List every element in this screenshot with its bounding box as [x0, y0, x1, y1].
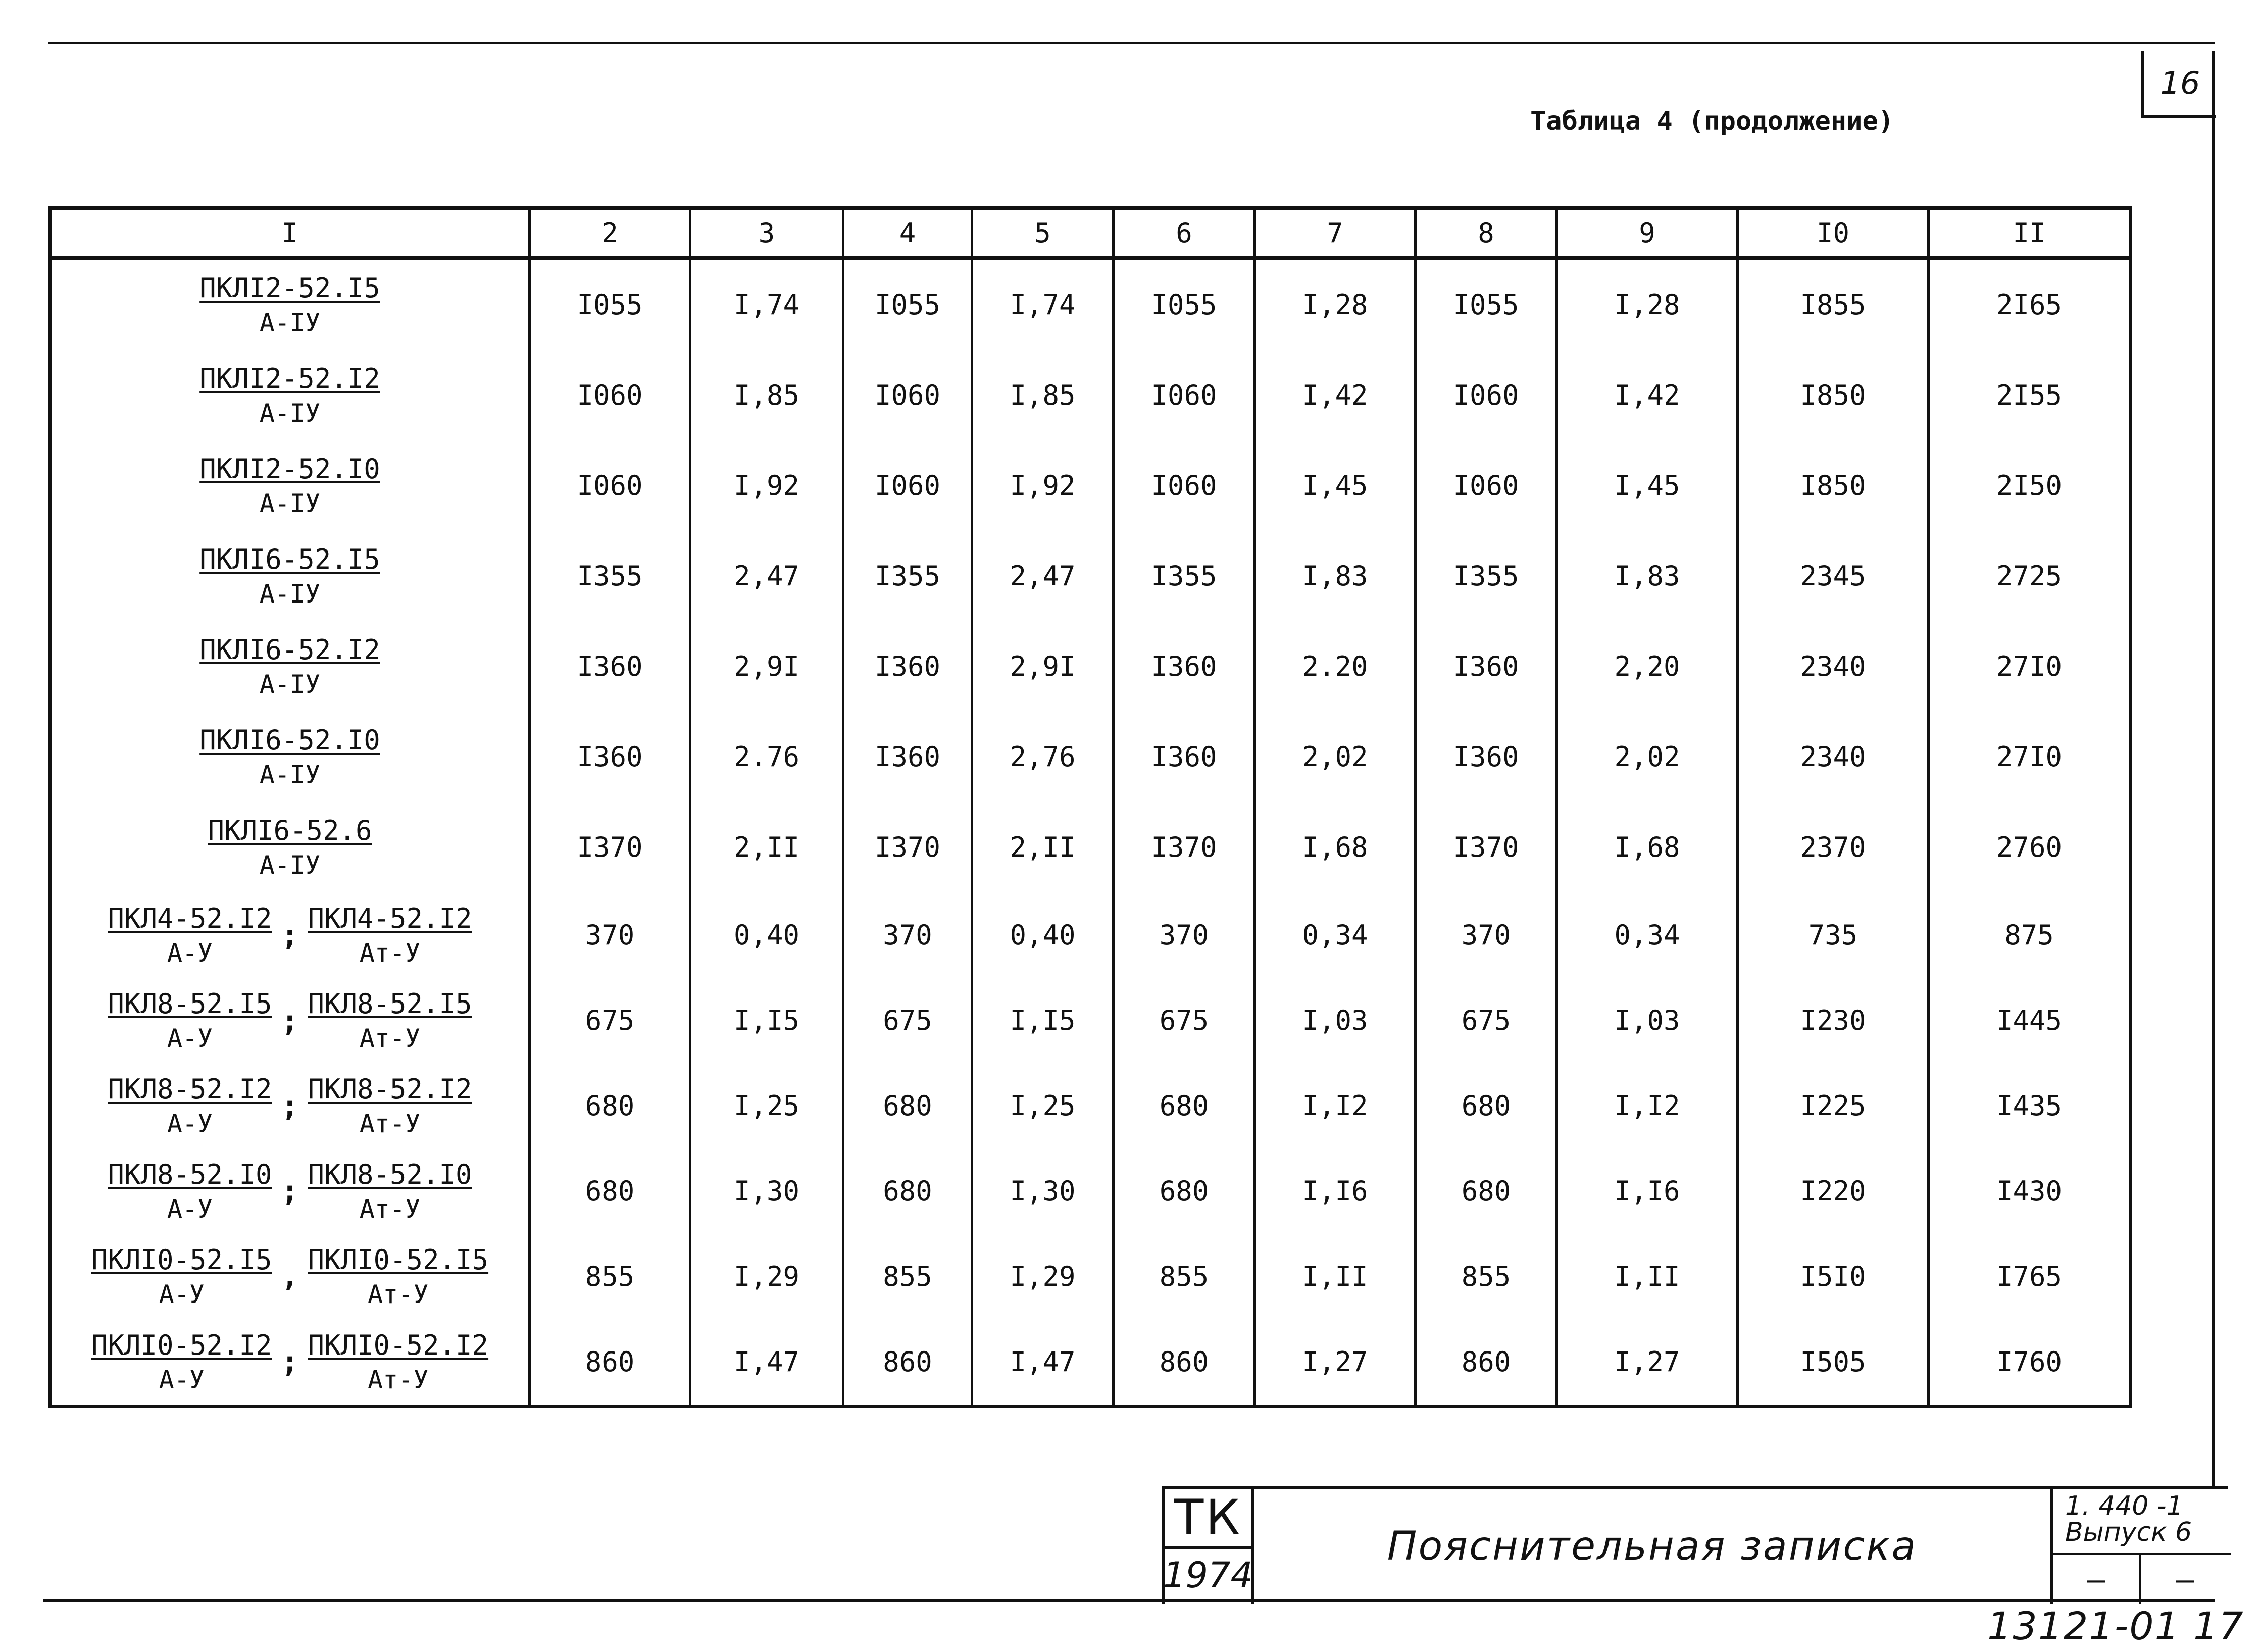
page-number: 16 [2141, 51, 2216, 118]
value-cell-col-8: I360 [1416, 712, 1557, 802]
table-row [50, 258, 2131, 351]
value-cell-col-8: I060 [1416, 440, 1557, 531]
value-cell-col-11: 875 [1929, 892, 2131, 978]
value-cell-col-3: 2.76 [690, 712, 843, 802]
value-cell-col-8: 680 [1416, 1063, 1557, 1148]
table-row [50, 350, 2131, 440]
value-cell-col-9: 2,20 [1557, 621, 1738, 712]
value-cell-col-2: 860 [530, 1319, 690, 1407]
frame-top-line [48, 42, 2215, 44]
value-cell-col-4: 675 [843, 978, 972, 1063]
value-cell-col-2: I355 [530, 531, 690, 621]
value-cell-col-11: 2760 [1929, 802, 2131, 892]
value-cell-col-5: I,92 [972, 440, 1114, 531]
value-cell-col-2: I360 [530, 712, 690, 802]
value-cell-col-6: 370 [1114, 892, 1255, 978]
table-row [50, 1234, 2131, 1319]
value-cell-col-7: 2,02 [1255, 712, 1416, 802]
item-code: ПКЛ4-52.I2 [308, 903, 472, 935]
column-header-10: I0 [1738, 208, 1929, 258]
value-cell-col-7: I,I2 [1255, 1063, 1416, 1148]
item-designation [105, 903, 275, 968]
item-designation [196, 543, 383, 609]
table-row [50, 440, 2131, 531]
value-cell-col-3: 2,47 [690, 531, 843, 621]
value-cell-col-11: I435 [1929, 1063, 2131, 1148]
value-cell-col-10: I855 [1738, 258, 1929, 351]
table-body [50, 258, 2131, 1407]
item-steel-class: А-IУ [259, 489, 321, 519]
value-cell-col-8: I355 [1416, 531, 1557, 621]
item-code: ПКЛI2-52.I5 [199, 272, 380, 305]
item-steel-class: А-У [167, 1194, 213, 1224]
value-cell-col-9: 2,02 [1557, 712, 1738, 802]
value-cell-col-9: 0,34 [1557, 892, 1738, 978]
item-designation [305, 903, 475, 968]
value-cell-col-8: I360 [1416, 621, 1557, 712]
value-cell-col-7: I,83 [1255, 531, 1416, 621]
table-row [50, 802, 2131, 892]
value-cell-col-10: 2370 [1738, 802, 1929, 892]
value-cell-col-6: I370 [1114, 802, 1255, 892]
value-cell-col-7: I,I6 [1255, 1148, 1416, 1234]
item-name-cell [50, 1234, 530, 1319]
data-table [48, 206, 2132, 1408]
column-header-6: 6 [1114, 208, 1255, 258]
year-label: 1974 [1163, 1555, 1253, 1596]
title-block [1162, 1486, 2228, 1604]
value-cell-col-3: I,47 [690, 1319, 843, 1407]
item-name-cell [50, 1148, 530, 1234]
item-name-cell [50, 621, 530, 712]
name-separator: ; [281, 1003, 299, 1038]
value-cell-col-7: 0,34 [1255, 892, 1416, 978]
value-cell-col-7: I,42 [1255, 350, 1416, 440]
item-designation [196, 634, 383, 699]
document-title: Пояснительная записка [1387, 1524, 1918, 1569]
value-cell-col-3: 2,9I [690, 621, 843, 712]
item-designation [105, 1159, 275, 1224]
value-cell-col-5: I,25 [972, 1063, 1114, 1148]
table-row [50, 978, 2131, 1063]
value-cell-col-4: 370 [843, 892, 972, 978]
table-row [50, 1148, 2131, 1234]
value-cell-col-10: 2340 [1738, 712, 1929, 802]
value-cell-col-9: I,45 [1557, 440, 1738, 531]
item-code: ПКЛI2-52.I0 [199, 453, 380, 485]
column-header-9: 9 [1557, 208, 1738, 258]
name-separator: , [281, 1259, 299, 1294]
item-steel-class: А-У [167, 938, 213, 968]
value-cell-col-9: I,03 [1557, 978, 1738, 1063]
value-cell-col-11: I430 [1929, 1148, 2131, 1234]
value-cell-col-9: I,II [1557, 1234, 1738, 1319]
value-cell-col-10: I220 [1738, 1148, 1929, 1234]
item-steel-class: А-У [167, 1024, 213, 1054]
item-name-cell [50, 350, 530, 440]
item-designation [105, 988, 275, 1053]
item-designation [205, 815, 375, 880]
item-code: ПКЛ8-52.I0 [108, 1158, 272, 1190]
item-steel-class: А-IУ [259, 850, 321, 880]
item-designation [196, 453, 383, 518]
value-cell-col-6: 680 [1114, 1063, 1255, 1148]
value-cell-col-10: I225 [1738, 1063, 1929, 1148]
value-cell-col-4: I360 [843, 712, 972, 802]
value-cell-col-4: 680 [843, 1063, 972, 1148]
value-cell-col-2: I060 [530, 440, 690, 531]
item-steel-class: Ат-У [359, 938, 421, 968]
value-cell-col-2: 855 [530, 1234, 690, 1319]
item-designation [305, 1073, 475, 1138]
value-cell-col-6: I055 [1114, 258, 1255, 351]
value-cell-col-9: I,I6 [1557, 1148, 1738, 1234]
value-cell-col-11: 27I0 [1929, 621, 2131, 712]
header-row [50, 208, 2131, 258]
item-designation [196, 363, 383, 428]
value-cell-col-3: I,I5 [690, 978, 843, 1063]
value-cell-col-4: I055 [843, 258, 972, 351]
value-cell-col-4: I060 [843, 350, 972, 440]
column-header-11: II [1929, 208, 2131, 258]
item-designation [196, 724, 383, 789]
value-cell-col-5: 2,47 [972, 531, 1114, 621]
item-code: ПКЛI6-52.I5 [199, 543, 380, 576]
value-cell-col-8: 680 [1416, 1148, 1557, 1234]
value-cell-col-4: 855 [843, 1234, 972, 1319]
value-cell-col-8: I370 [1416, 802, 1557, 892]
item-code: ПКЛ8-52.I2 [108, 1073, 272, 1105]
item-name-cell [50, 802, 530, 892]
value-cell-col-9: I,68 [1557, 802, 1738, 892]
value-cell-col-5: 2,II [972, 802, 1114, 892]
item-code: ПКЛ8-52.I5 [108, 988, 272, 1020]
value-cell-col-8: 860 [1416, 1319, 1557, 1407]
value-cell-col-8: I055 [1416, 258, 1557, 351]
item-steel-class: А-IУ [259, 308, 321, 338]
value-cell-col-10: 2340 [1738, 621, 1929, 712]
item-steel-class: А-IУ [259, 760, 321, 790]
table-row [50, 1319, 2131, 1407]
column-header-8: 8 [1416, 208, 1557, 258]
value-cell-col-3: 2,II [690, 802, 843, 892]
item-code: ПКЛ4-52.I2 [108, 903, 272, 935]
item-steel-class: А-У [159, 1279, 205, 1309]
value-cell-col-2: I370 [530, 802, 690, 892]
table-row [50, 1063, 2131, 1148]
name-separator: ; [281, 1174, 299, 1209]
item-steel-class: Ат-У [359, 1194, 421, 1224]
item-code: ПКЛI0-52.I2 [91, 1329, 272, 1361]
value-cell-col-5: 0,40 [972, 892, 1114, 978]
value-cell-col-9: I,28 [1557, 258, 1738, 351]
value-cell-col-10: I505 [1738, 1319, 1929, 1407]
item-designation [105, 1073, 275, 1138]
value-cell-col-6: 680 [1114, 1148, 1255, 1234]
item-steel-class: А-У [167, 1109, 213, 1138]
item-code: ПКЛ8-52.I0 [308, 1158, 472, 1190]
value-cell-col-7: I,45 [1255, 440, 1416, 531]
value-cell-col-7: I,03 [1255, 978, 1416, 1063]
value-cell-col-3: I,30 [690, 1148, 843, 1234]
value-cell-col-11: I760 [1929, 1319, 2131, 1407]
item-code: ПКЛI2-52.I2 [199, 363, 380, 395]
value-cell-col-5: I,74 [972, 258, 1114, 351]
item-name-cell [50, 1319, 530, 1407]
item-code: ПКЛI6-52.I2 [199, 634, 380, 666]
value-cell-col-11: I445 [1929, 978, 2131, 1063]
table-row [50, 892, 2131, 978]
item-name-cell [50, 440, 530, 531]
value-cell-col-5: I,47 [972, 1319, 1114, 1407]
value-cell-col-7: I,28 [1255, 258, 1416, 351]
value-cell-col-2: 680 [530, 1063, 690, 1148]
value-cell-col-2: 680 [530, 1148, 690, 1234]
value-cell-col-3: 0,40 [690, 892, 843, 978]
item-code: ПКЛI0-52.I2 [308, 1329, 489, 1361]
code-cell [2050, 1489, 2231, 1604]
value-cell-col-11: 2725 [1929, 531, 2131, 621]
table-row [50, 712, 2131, 802]
value-cell-col-11: 2I65 [1929, 258, 2131, 351]
table-row [50, 621, 2131, 712]
item-steel-class: Ат-У [368, 1365, 429, 1394]
item-code: ПКЛ8-52.I2 [308, 1073, 472, 1105]
item-name-cell [50, 892, 530, 978]
value-cell-col-4: I060 [843, 440, 972, 531]
value-cell-col-11: I765 [1929, 1234, 2131, 1319]
column-header-5: 5 [972, 208, 1114, 258]
column-header-3: 3 [690, 208, 843, 258]
value-cell-col-4: I360 [843, 621, 972, 712]
item-code: ПКЛI0-52.I5 [91, 1243, 272, 1276]
value-cell-col-3: I,85 [690, 350, 843, 440]
value-cell-col-6: 675 [1114, 978, 1255, 1063]
value-cell-col-2: I360 [530, 621, 690, 712]
value-cell-col-9: I,I2 [1557, 1063, 1738, 1148]
value-cell-col-4: 680 [843, 1148, 972, 1234]
org-cell [1165, 1489, 1254, 1604]
value-cell-col-5: I,30 [972, 1148, 1114, 1234]
value-cell-col-6: I060 [1114, 440, 1255, 531]
item-designation [88, 1244, 275, 1309]
sheet-cell-a: — [2053, 1555, 2141, 1604]
item-code: ПКЛI0-52.I5 [308, 1243, 489, 1276]
value-cell-col-7: I,II [1255, 1234, 1416, 1319]
item-name-cell [50, 258, 530, 351]
item-code: ПКЛ8-52.I5 [308, 988, 472, 1020]
value-cell-col-3: I,25 [690, 1063, 843, 1148]
value-cell-col-6: 855 [1114, 1234, 1255, 1319]
inventory-number: 13121-01 17 [1987, 1604, 2244, 1648]
value-cell-col-7: I,27 [1255, 1319, 1416, 1407]
name-separator: ; [281, 1088, 299, 1123]
value-cell-col-2: 675 [530, 978, 690, 1063]
value-cell-col-4: 860 [843, 1319, 972, 1407]
org-label: ТК [1165, 1489, 1251, 1549]
value-cell-col-6: I355 [1114, 531, 1255, 621]
item-steel-class: Ат-У [359, 1109, 421, 1138]
value-cell-col-9: I,83 [1557, 531, 1738, 621]
value-cell-col-6: I060 [1114, 350, 1255, 440]
table-row [50, 531, 2131, 621]
value-cell-col-10: 2345 [1738, 531, 1929, 621]
value-cell-col-5: I,85 [972, 350, 1114, 440]
name-separator: ; [281, 1344, 299, 1379]
item-steel-class: А-IУ [259, 579, 321, 609]
value-cell-col-7: 2.20 [1255, 621, 1416, 712]
value-cell-col-6: I360 [1114, 712, 1255, 802]
value-cell-col-10: 735 [1738, 892, 1929, 978]
value-cell-col-5: I,29 [972, 1234, 1114, 1319]
column-header-1: I [50, 208, 530, 258]
value-cell-col-3: I,74 [690, 258, 843, 351]
item-designation [305, 988, 475, 1053]
document-code: 1. 440 -1 [2065, 1491, 2183, 1521]
value-cell-col-11: 2I55 [1929, 350, 2131, 440]
value-cell-col-4: I370 [843, 802, 972, 892]
value-cell-col-10: I230 [1738, 978, 1929, 1063]
item-steel-class: А-IУ [259, 398, 321, 428]
item-name-cell [50, 712, 530, 802]
value-cell-col-7: I,68 [1255, 802, 1416, 892]
item-code: ПКЛI6-52.6 [208, 815, 372, 847]
table-caption: Таблица 4 (продолжение) [1530, 106, 1894, 136]
value-cell-col-4: I355 [843, 531, 972, 621]
value-cell-col-8: 675 [1416, 978, 1557, 1063]
item-steel-class: А-IУ [259, 670, 321, 699]
value-cell-col-10: I850 [1738, 440, 1929, 531]
item-name-cell [50, 531, 530, 621]
value-cell-col-5: 2,9I [972, 621, 1114, 712]
value-cell-col-9: I,42 [1557, 350, 1738, 440]
sheet-cell-b: — [2175, 1562, 2194, 1597]
item-name-cell [50, 1063, 530, 1148]
item-code: ПКЛI6-52.I0 [199, 724, 380, 757]
item-steel-class: А-У [159, 1365, 205, 1394]
frame-right-line [2212, 51, 2215, 1486]
item-steel-class: Ат-У [359, 1024, 421, 1054]
item-designation [305, 1244, 491, 1309]
value-cell-col-8: 855 [1416, 1234, 1557, 1319]
item-designation [305, 1159, 475, 1224]
value-cell-col-6: I360 [1114, 621, 1255, 712]
value-cell-col-10: I850 [1738, 350, 1929, 440]
item-steel-class: Ат-У [368, 1279, 429, 1309]
document-issue: Выпуск 6 [2065, 1517, 2192, 1547]
item-designation [196, 272, 383, 337]
value-cell-col-11: 2I50 [1929, 440, 2131, 531]
value-cell-col-10: I5I0 [1738, 1234, 1929, 1319]
item-name-cell [50, 978, 530, 1063]
value-cell-col-9: I,27 [1557, 1319, 1738, 1407]
item-designation [305, 1329, 491, 1394]
column-header-2: 2 [530, 208, 690, 258]
value-cell-col-6: 860 [1114, 1319, 1255, 1407]
value-cell-col-2: 370 [530, 892, 690, 978]
value-cell-col-8: 370 [1416, 892, 1557, 978]
column-header-7: 7 [1255, 208, 1416, 258]
value-cell-col-2: I060 [530, 350, 690, 440]
value-cell-col-3: I,29 [690, 1234, 843, 1319]
column-header-4: 4 [843, 208, 972, 258]
value-cell-col-5: 2,76 [972, 712, 1114, 802]
value-cell-col-5: I,I5 [972, 978, 1114, 1063]
value-cell-col-11: 27I0 [1929, 712, 2131, 802]
name-separator: ; [281, 918, 299, 953]
value-cell-col-3: I,92 [690, 440, 843, 531]
item-designation [88, 1329, 275, 1394]
value-cell-col-2: I055 [530, 258, 690, 351]
value-cell-col-8: I060 [1416, 350, 1557, 440]
